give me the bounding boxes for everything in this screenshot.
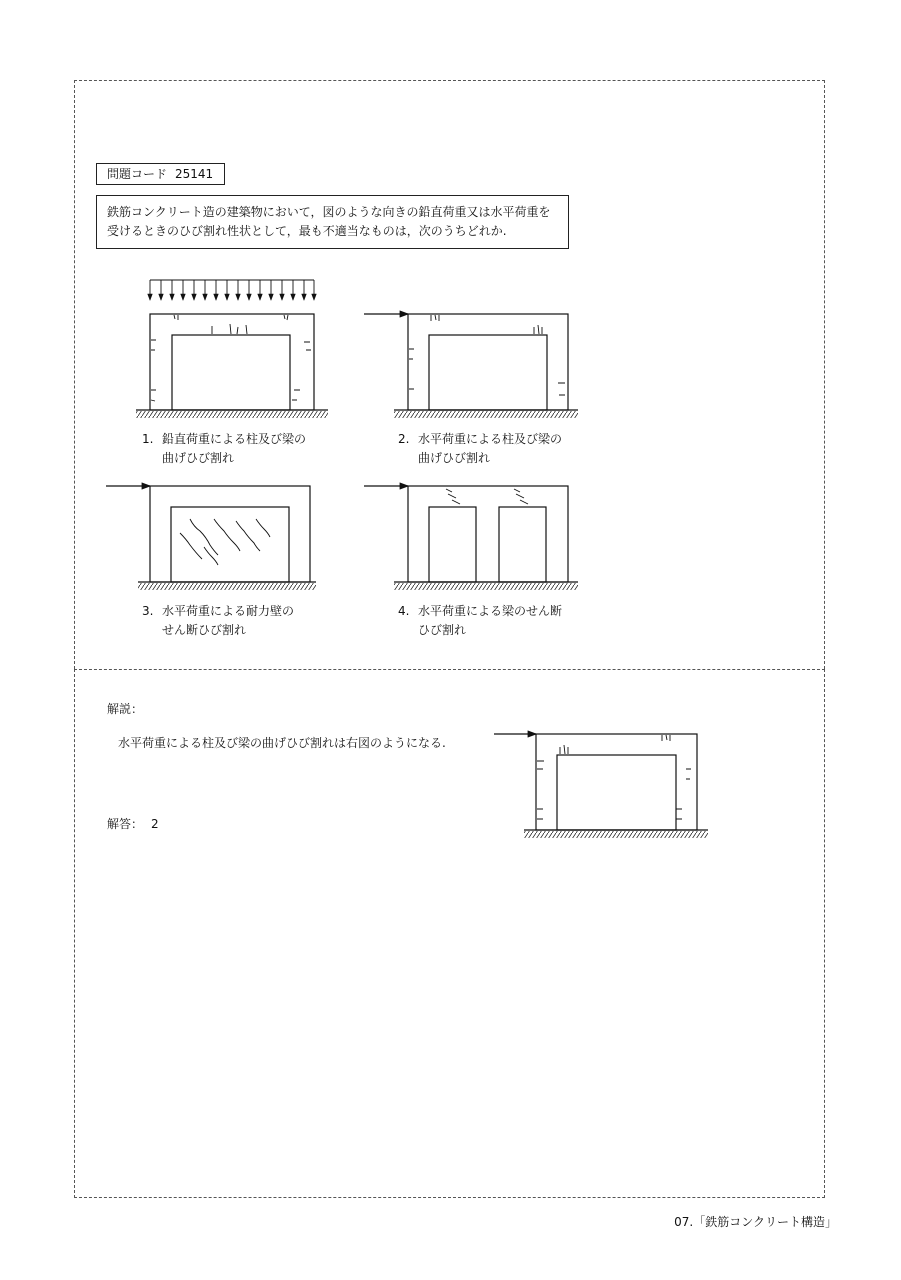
option-text-line2: 曲げひび割れ	[418, 451, 491, 465]
footer-chapter: 07.「鉄筋コンクリート構造」	[674, 1215, 837, 1229]
shear-crack-lines	[180, 519, 270, 565]
option-text-line2: せん断ひび割れ	[162, 623, 247, 637]
figure-1-vertical-load	[134, 278, 330, 420]
shear-wall-panel	[171, 507, 289, 582]
answer-label: 解答：	[107, 817, 144, 831]
question-text-box	[96, 195, 569, 249]
question-code-label: 問題コード	[107, 167, 168, 181]
ground-hatching	[524, 830, 708, 838]
option-text-line2: ひび割れ	[418, 623, 467, 637]
option-number: 4.	[398, 604, 410, 618]
ground-hatching	[138, 582, 316, 590]
question-code-box	[96, 163, 225, 185]
answer	[107, 815, 159, 832]
crack-marks	[151, 315, 311, 401]
option-text-line2: 曲げひび割れ	[162, 451, 235, 465]
ground-hatching	[136, 410, 328, 418]
ground-hatching	[394, 410, 578, 418]
option-1	[142, 430, 306, 468]
option-text-line1: 水平荷重による柱及び梁の	[418, 432, 563, 446]
question-text-line1: 鉄筋コンクリート造の建築物において，図のような向きの鉛直荷重又は水平荷重を	[107, 205, 551, 219]
crack-marks	[537, 735, 691, 819]
frame-outline	[408, 486, 568, 582]
explanation-label: 解説：	[107, 702, 144, 716]
figure-2-horizontal-load-bending	[362, 305, 582, 421]
question-code-number: 25141	[175, 167, 214, 181]
distributed-load-arrows	[150, 280, 314, 300]
ground-hatching	[394, 582, 578, 590]
figure-4-beam-shear	[362, 477, 582, 593]
option-number: 3.	[142, 604, 154, 618]
frame-outline	[408, 314, 568, 410]
option-text-line1: 水平荷重による梁のせん断	[418, 604, 563, 618]
answer-value: 2	[151, 817, 159, 831]
crack-marks	[409, 315, 565, 395]
option-text-line1: 水平荷重による耐力壁の	[162, 604, 295, 618]
option-4	[398, 602, 562, 640]
option-text-line1: 鉛直荷重による柱及び梁の	[162, 432, 307, 446]
question-text-line2: 受けるときのひび割れ性状として，最も不適当なものは，次のうちどれか.	[107, 224, 507, 238]
option-number: 2.	[398, 432, 410, 446]
frame-outline	[150, 486, 310, 582]
crack-marks	[446, 489, 528, 504]
figure-3-shear-wall	[104, 477, 318, 593]
explanation-figure	[492, 725, 712, 841]
option-3	[142, 602, 294, 640]
explanation-text: 水平荷重による柱及び梁の曲げひび割れは右図のようになる.	[118, 736, 446, 750]
option-number: 1.	[142, 432, 154, 446]
frame-outline	[150, 314, 314, 410]
option-2	[398, 430, 562, 468]
